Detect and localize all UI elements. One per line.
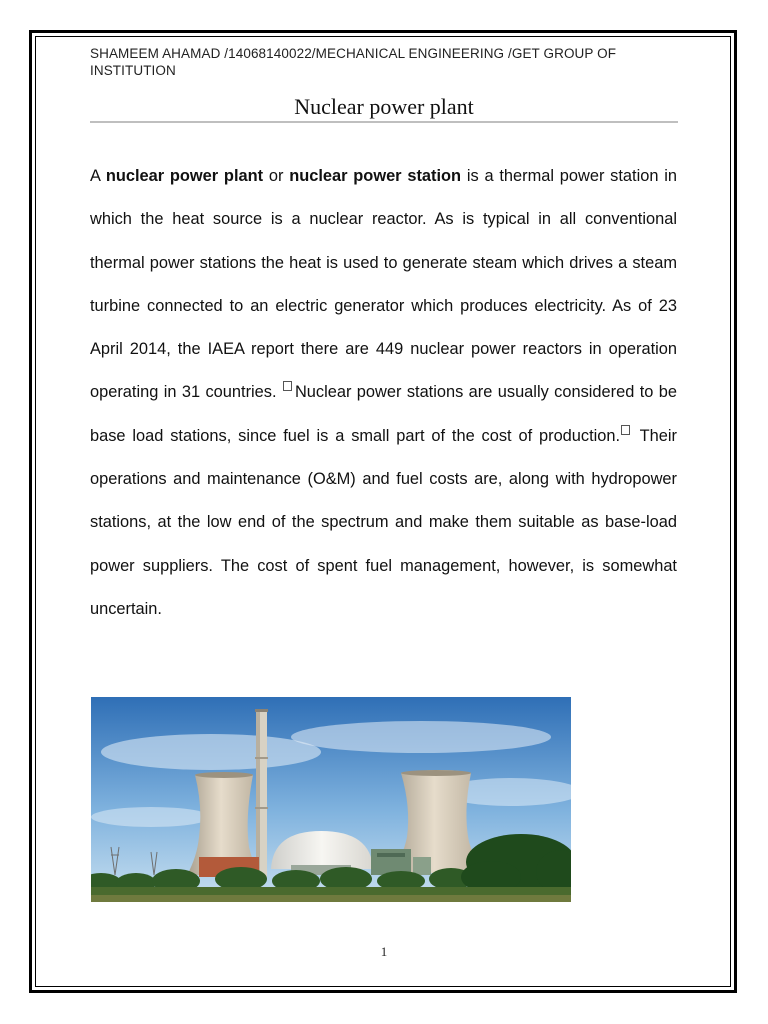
- paragraph-or: or: [263, 167, 290, 185]
- nuclear-plant-photo: [91, 697, 571, 902]
- term-nuclear-power-plant: nuclear power plant: [105, 167, 264, 185]
- title-underline: [90, 121, 678, 123]
- term-nuclear-power-station: nuclear power station: [289, 167, 462, 185]
- paragraph-part2: Nuclear power stations are usually considered to be base load stations, since fuel is a small part of the cost of production.: [90, 383, 678, 445]
- page-number: 1: [380, 944, 388, 959]
- page-header: SHAMEEM AHAMAD /14068140022/MECHANICAL ENGINEERING /GET GROUP OF INSTITUTION: [90, 46, 617, 78]
- paragraph-part3: Their operations and maintenance (O&M) and fuel costs are, along with hydropower stations, at the low end of the spectrum and make them suitable as base-load power suppliers. The cost of spent fuel management, however, is somewhat uncertain.: [90, 426, 677, 618]
- broken-image-icon: [621, 425, 630, 435]
- paragraph-part1: is a thermal power station in which the heat source is a nuclear reactor. As is typical in all conventional thermal power stations the heat is used to generate steam which drives a steam turbine connected to an electric generator which produces electricity. As of 23 April 2014, the IAEA report there are 449 nuclear power reactors in operation operating in 31 countries.: [90, 167, 677, 402]
- body-paragraph: [90, 155, 677, 631]
- broken-image-icon: [283, 381, 292, 391]
- document-title: Nuclear power plant: [294, 94, 474, 119]
- paragraph-intro: A: [90, 167, 106, 185]
